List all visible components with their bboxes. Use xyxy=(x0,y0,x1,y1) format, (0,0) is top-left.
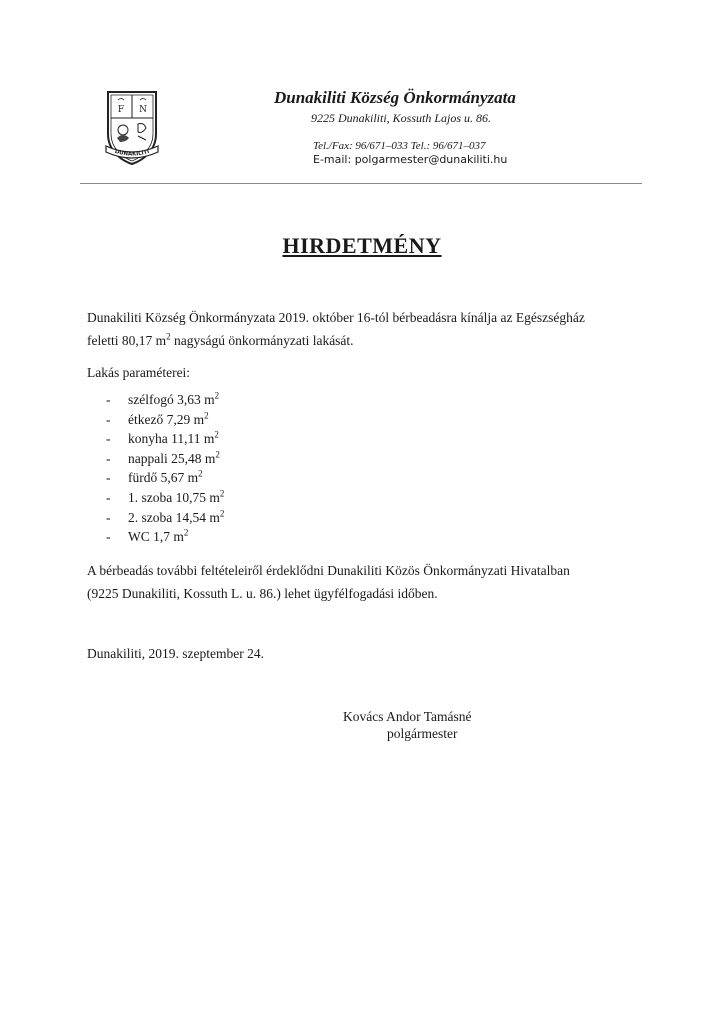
document-date: Dunakiliti, 2019. szeptember 24. xyxy=(87,646,264,661)
document-title: HIRDETMÉNY xyxy=(282,233,442,258)
header-divider xyxy=(80,183,642,184)
room-unit-sup: 2 xyxy=(214,429,219,440)
conditions-line-2: (9225 Dunakiliti, Kossuth L. u. 86.) lehet ügyfélfogadási időben. xyxy=(87,586,438,601)
organization-address: 9225 Dunakiliti, Kossuth Lajos u. 86. xyxy=(311,111,492,125)
signer-name: Kovács Andor Tamásné xyxy=(343,709,472,724)
organization-email: E-mail: polgarmester@dunakiliti.hu xyxy=(313,153,508,166)
coat-of-arms-icon xyxy=(100,88,164,168)
room-text: étkező 7,29 m xyxy=(128,411,205,427)
room-text: fürdő 5,67 m xyxy=(128,470,199,486)
list-item xyxy=(106,468,224,488)
list-bullet: - xyxy=(106,509,111,525)
intro-line-2-start: feletti 80,17 m xyxy=(87,333,167,348)
conditions-paragraph xyxy=(87,559,647,605)
list-item xyxy=(106,429,224,449)
list-item xyxy=(106,410,224,430)
list-item xyxy=(106,390,224,410)
room-unit-sup: 2 xyxy=(198,468,203,479)
intro-line-2-end: nagyságú önkormányzati lakását. xyxy=(170,333,354,348)
list-bullet: - xyxy=(106,470,111,486)
params-label: Lakás paraméterei: xyxy=(87,365,191,380)
intro-line-1: Dunakiliti Község Önkormányzata 2019. október 16-tól bérbeadásra kínálja az Egészségház xyxy=(87,310,585,325)
list-item xyxy=(106,488,224,508)
list-item xyxy=(106,527,224,547)
room-unit-sup: 2 xyxy=(219,488,225,499)
room-unit-sup: 2 xyxy=(214,390,220,401)
crest-ribbon-text: DUNAKILITI xyxy=(113,148,151,158)
room-text: konyha 11,11 m xyxy=(128,431,215,447)
intro-paragraph xyxy=(87,306,647,352)
room-text: szélfogó 3,63 m xyxy=(128,392,215,407)
room-text: 1. szoba 10,75 m xyxy=(128,489,220,505)
room-unit-sup: 2 xyxy=(204,410,209,421)
list-bullet: - xyxy=(106,431,111,447)
room-unit-sup: 2 xyxy=(219,508,225,519)
room-unit-sup: 2 xyxy=(183,527,189,538)
list-item xyxy=(106,508,224,528)
list-bullet: - xyxy=(106,411,111,427)
room-text: 2. szoba 14,54 m xyxy=(128,509,220,525)
room-text: nappali 25,48 m xyxy=(128,450,216,466)
list-item xyxy=(106,449,224,469)
list-bullet: - xyxy=(106,489,111,505)
svg-text:N: N xyxy=(139,105,147,115)
room-unit-sup: 2 xyxy=(215,449,220,460)
signer-title: polgármester xyxy=(387,726,458,741)
list-bullet: - xyxy=(106,529,111,545)
room-text: WC 1,7 m xyxy=(128,529,184,545)
list-bullet: - xyxy=(106,450,111,466)
intro-line-2 xyxy=(87,329,647,352)
organization-phone: Tel./Fax: 96/671–033 Tel.: 96/671–037 xyxy=(313,140,486,152)
list-bullet: - xyxy=(106,392,111,407)
room-list xyxy=(106,390,224,547)
svg-text:F: F xyxy=(117,105,125,115)
organization-name: Dunakiliti Község Önkormányzata xyxy=(274,88,516,107)
intro-area-unit-sup: 2 xyxy=(166,331,171,342)
conditions-line-1: A bérbeadás további feltételeiről érdeklődni Dunakiliti Közös Önkormányzati Hivatalban xyxy=(87,563,570,578)
